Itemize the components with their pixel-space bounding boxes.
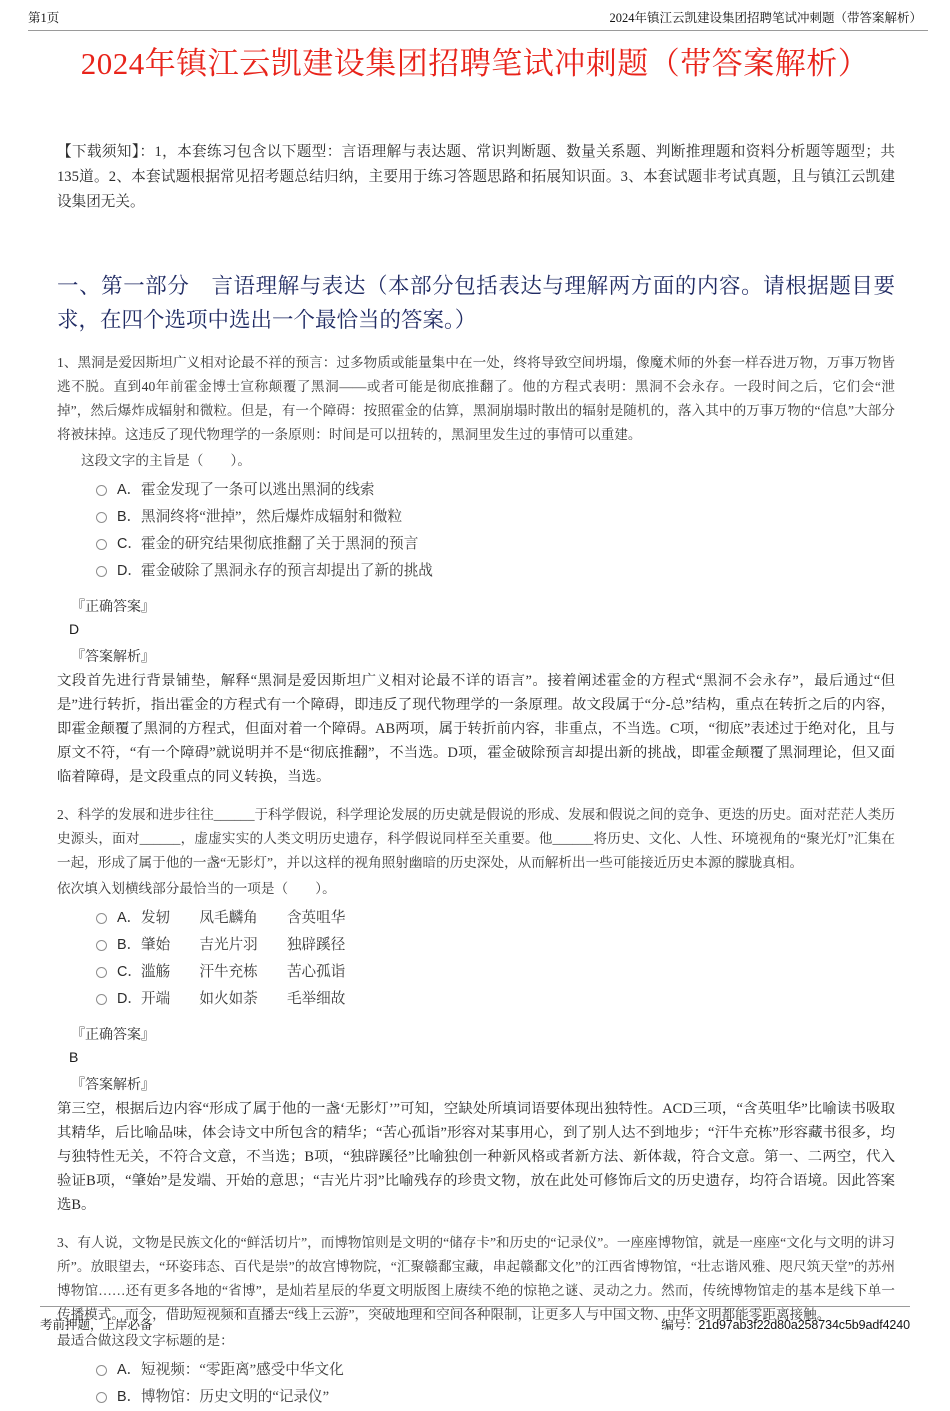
question-stem: 3、有人说，文物是民族文化的“鲜活切片”，而博物馆则是文明的“储存卡”和历史的“记录仪”。一座座博物馆，就是一座座“文化与文明的讲习所”。放眼望去，“环姿玮态、百代是崇”的故宫博物院，“汇聚赣鄱宝藏，串起赣鄱文化”的江西省博物馆，“壮志谐风雅、咫尺筑天堂”的苏州博物馆……还有更多各地的“省博”，是灿若星辰的华夏文明版图上赓续不绝的惊艳之谜、灵动之力。然而，传统博物馆走的基本是线下单一传播模式。而今，借助短视频和直播去“线上云游”，突破地理和空间各种限制，让更多人与中国文物、中华文明都能零距离接触。: [57, 1235, 895, 1322]
option-item[interactable]: [57, 504, 895, 530]
option-text: 黑洞终将“泄掉”，然后爆炸成辐射和微粒: [141, 509, 403, 525]
radio-icon[interactable]: [96, 539, 107, 550]
analysis-text: 第三空，根据后边内容“形成了属于他的一盏‘无影灯’”可知，空缺处所填词语要体现出独特性。ACD三项，“含英咀华”比喻读书吸取其精华，后比喻品味，体会诗文中所包含的精华；“苦心孤诣”形容对某事用心，到了别人达不到地步；“汗牛充栋”形容藏书很多，均与独特性无关，不符合文意，不当选；B项，“独辟蹊径”比喻独创一种新风格或者新方法、新体裁，符合文意。第一、二两空，代入验证B项，“肇始”是发端、开始的意思；“吉光片羽”比喻残存的珍贵文物，放在此处可修饰后文的历史遗存，均符合语境。因此答案选B。: [57, 1101, 895, 1213]
running-header-title: 2024年镇江云凯建设集团招聘笔试冲刺题（带答案解析）: [609, 11, 922, 25]
option-letter: D．: [117, 991, 142, 1007]
question-block: [57, 351, 895, 789]
radio-icon[interactable]: [96, 1365, 107, 1376]
option-text: 霍金的研究结果彻底推翻了关于黑洞的预言: [141, 536, 419, 552]
option-letter: B．: [117, 509, 141, 525]
option-letter: D．: [117, 563, 142, 579]
option-item[interactable]: [57, 531, 895, 557]
footer-code-label: 编号：: [661, 1318, 699, 1332]
correct-answer-value: B: [69, 1049, 79, 1065]
radio-icon[interactable]: [96, 485, 107, 496]
radio-icon[interactable]: [96, 512, 107, 523]
radio-icon[interactable]: [96, 994, 107, 1005]
question-stem: 2、科学的发展和进步往往______于科学假说，科学理论发展的历史就是假说的形成、发展和假说之间的竞争、更迭的历史。面对茫茫人类历史源头，面对______，虚虚实实的人类文明历史遗存，科学假说同样至关重要。他______将历史、文化、人性、环境视角的“聚光灯”汇集在一起，形成了属于他的一盏“无影灯”，并以这样的视角照射幽暗的历史深处，从而解析出一些可能接近历史本源的朦胧真相。: [57, 807, 895, 870]
option-letter: B．: [117, 1389, 141, 1405]
header-divider: [28, 30, 928, 31]
radio-icon[interactable]: [96, 967, 107, 978]
question-prompt: 最适合做这段文字标题的是：: [57, 1333, 234, 1348]
correct-answer-value: D: [69, 621, 80, 637]
footer-slogan: 考前押题，上岸必备: [40, 1318, 153, 1332]
option-item[interactable]: [57, 477, 895, 503]
radio-icon[interactable]: [96, 913, 107, 924]
option-letter: B．: [117, 937, 141, 953]
option-text: 博物馆：历史文明的“记录仪”: [141, 1389, 330, 1405]
analysis-label: 『答案解析』: [71, 650, 155, 665]
running-footer: [40, 1315, 910, 1333]
option-item[interactable]: [57, 986, 895, 1012]
option-item[interactable]: [57, 932, 895, 958]
option-text: 霍金发现了一条可以逃出黑洞的线索: [141, 482, 375, 498]
document-title: 2024年镇江云凯建设集团招聘笔试冲刺题（带答案解析）: [80, 46, 870, 81]
option-letter: A．: [117, 482, 141, 498]
footer-code: [661, 1315, 910, 1333]
radio-icon[interactable]: [96, 566, 107, 577]
option-item[interactable]: [57, 558, 895, 584]
option-item[interactable]: [57, 959, 895, 985]
option-letter: C．: [117, 536, 142, 552]
radio-icon[interactable]: [96, 940, 107, 951]
analysis-label: 『答案解析』: [71, 1078, 155, 1093]
option-text: 肇始 吉光片羽 独辟蹊径: [141, 937, 346, 953]
footer-code-value: 21d97ab3f22d80a258734c5b9adf4240: [698, 1318, 910, 1332]
question-stem: 1、黑洞是爱因斯坦广义相对论最不祥的预言：过多物质或能量集中在一处，终将导致空间坍塌，像魔术师的外套一样吞进万物，万事万物皆逃不脱。直到40年前霍金博士宣称颠覆了黑洞——或者可能是彻底推翻了。他的方程式表明：黑洞不会永存。一段时间之后，它们会“泄掉”，然后爆炸成辐射和微粒。但是，有一个障碍：按照霍金的估算，黑洞崩塌时散出的辐射是随机的，落入其中的万事万物的“信息”大部分将被抹掉。这违反了现代物理学的一条原则：时间是可以扭转的，黑洞里发生过的事情可以重建。: [57, 355, 895, 442]
option-list: [57, 477, 895, 584]
option-text: 霍金破除了黑洞永存的预言却提出了新的挑战: [141, 563, 433, 579]
option-list: [57, 1357, 895, 1410]
question-block: [57, 803, 895, 1217]
option-text: 滥觞 汗牛充栋 苦心孤诣: [141, 964, 346, 980]
document-body: [57, 140, 895, 1411]
option-text: 开端 如火如荼 毛举细故: [141, 991, 346, 1007]
option-text: 发轫 凤毛麟角 含英咀华: [141, 910, 346, 926]
section-heading: 一、第一部分 言语理解与表达（本部分包括表达与理解两方面的内容。请根据题目要求，在四个选项中选出一个最恰当的答案。）: [57, 274, 895, 332]
correct-answer-label: 『正确答案』: [71, 600, 155, 615]
option-list: [57, 905, 895, 1012]
analysis-text: 文段首先进行背景铺垫，解释“黑洞是爱因斯坦广义相对论最不详的语言”。接着阐述霍金的方程式“黑洞不会永存”，最后通过“但是”进行转折，指出霍金的方程式有一个障碍，即违反了现代物理学的一条原理。故文段属于“分-总”结构，重点在转折之后的内容，即霍金颠覆了黑洞的方程式，但面对着一个障碍。AB两项，属于转折前内容，非重点，不当选。C项，“彻底”表述过于绝对化，且与原文不符，“有一个障碍”就说明并不是“彻底推翻”，不当选。D项，霍金破除预言却提出新的挑战，即霍金颠覆了黑洞理论，但又面临着障碍，是文段重点的同义转换，当选。: [57, 673, 895, 785]
correct-answer-label: 『正确答案』: [71, 1028, 155, 1043]
page-marker: 第1页: [28, 11, 60, 25]
option-item[interactable]: [57, 905, 895, 931]
option-letter: C．: [117, 964, 142, 980]
option-item[interactable]: [57, 1357, 895, 1383]
download-notice: 【下载须知】：1，本套练习包含以下题型：言语理解与表达题、常识判断题、数量关系题、判断推理题和资料分析题等题型；共135道。2、本套试题根据常见招考题总结归纳，主要用于练习答题思路和拓展知识面。3、本套试题非考试真题，且与镇江云凯建设集团无关。: [57, 144, 895, 210]
option-text: 短视频：“零距离”感受中华文化: [141, 1362, 344, 1378]
option-item[interactable]: [57, 1384, 895, 1410]
question-prompt: 这段文字的主旨是（ ）。: [81, 453, 251, 468]
question-prompt: 依次填入划横线部分最恰当的一项是（ ）。: [57, 881, 336, 896]
option-letter: A．: [117, 910, 141, 926]
option-letter: A．: [117, 1362, 141, 1378]
running-header: [28, 8, 922, 30]
footer-divider: [40, 1306, 910, 1307]
radio-icon[interactable]: [96, 1392, 107, 1403]
